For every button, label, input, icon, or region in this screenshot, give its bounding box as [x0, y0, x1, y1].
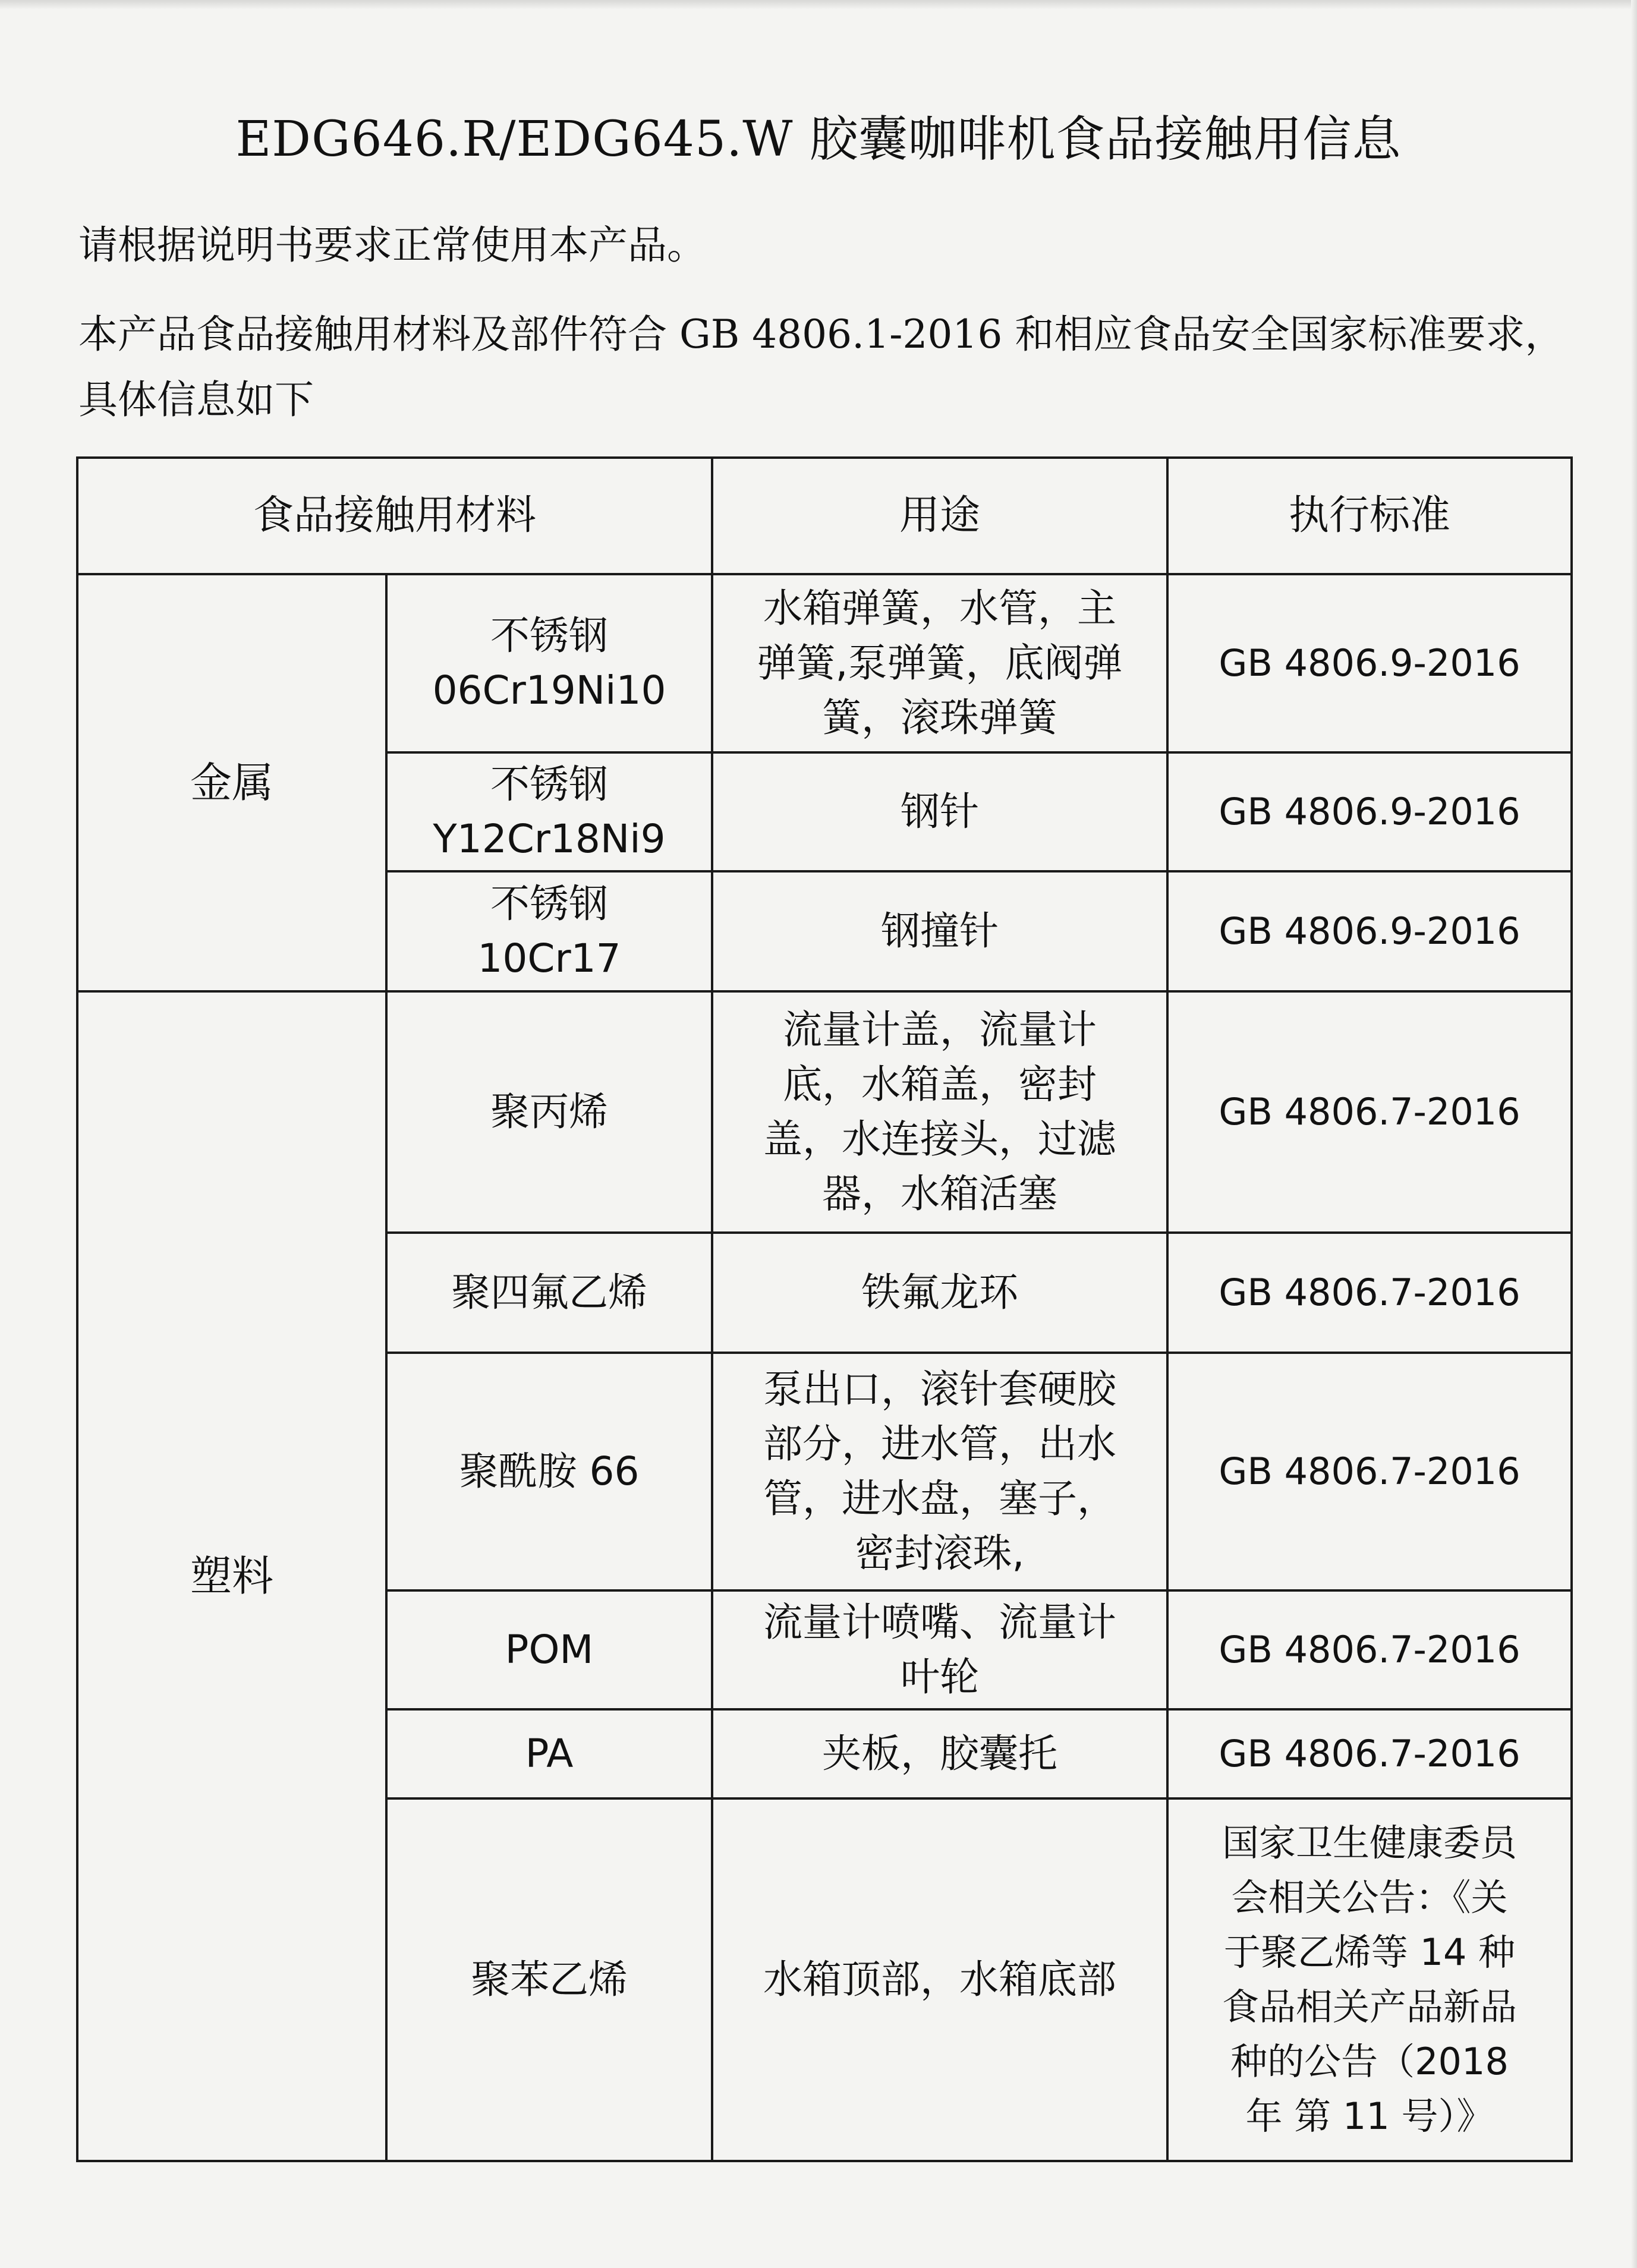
page-edge-shadow: [0, 0, 1637, 10]
standard-cell: GB 4806.7-2016: [1167, 1590, 1572, 1709]
standard-cell: GB 4806.7-2016: [1167, 1709, 1572, 1798]
standard-cell: GB 4806.9-2016: [1167, 871, 1572, 991]
material-cell: 聚四氟乙烯: [386, 1233, 712, 1353]
food-contact-table: [76, 456, 1573, 2162]
usage-cell: 泵出口，滚针套硬胶 部分，进水管，出水 管，进水盘，塞子， 密封滚珠,: [712, 1353, 1167, 1590]
usage-cell: 流量计盖，流量计 底，水箱盖，密封 盖，水连接头，过滤 器，水箱活塞: [712, 991, 1167, 1233]
category-plastic: 塑料: [77, 991, 386, 2161]
standard-cell: GB 4806.7-2016: [1167, 991, 1572, 1233]
usage-cell: 夹板，胶囊托: [712, 1709, 1167, 1798]
table-header-row: [77, 458, 1572, 574]
usage-cell: 水箱顶部，水箱底部: [712, 1798, 1167, 2161]
table-row: [77, 574, 1572, 752]
document-title: EDG646.R/EDG645.W 胶囊咖啡机食品接触用信息: [235, 111, 1402, 168]
table-row: [77, 991, 1572, 1233]
header-material: 食品接触用材料: [77, 458, 712, 574]
material-cell: 不锈钢 Y12Cr18Ni9: [386, 752, 712, 871]
intro-paragraph: 请根据说明书要求正常使用本产品。: [78, 222, 706, 268]
usage-cell: 钢撞针: [712, 871, 1167, 991]
header-usage: 用途: [712, 458, 1167, 574]
compliance-paragraph: 本产品食品接触用材料及部件符合 GB 4806.1-2016 和相应食品安全国家标准要求，具体信息如下: [78, 311, 1564, 423]
standard-cell: 国家卫生健康委员 会相关公告：《关 于聚乙烯等 14 种 食品相关产品新品 种的公告（2018 年 第 11 号）》: [1167, 1798, 1572, 2161]
usage-cell: 铁氟龙环: [712, 1233, 1167, 1353]
material-cell: 聚丙烯: [386, 991, 712, 1233]
usage-cell: 流量计喷嘴、流量计 叶轮: [712, 1590, 1167, 1709]
usage-cell: 钢针: [712, 752, 1167, 871]
material-cell: PA: [386, 1709, 712, 1798]
standard-cell: GB 4806.7-2016: [1167, 1353, 1572, 1590]
standard-cell: GB 4806.9-2016: [1167, 752, 1572, 871]
page-edge-shadow-right: [1631, 0, 1637, 2268]
material-cell: POM: [386, 1590, 712, 1709]
standard-cell: GB 4806.9-2016: [1167, 574, 1572, 752]
category-metal: 金属: [77, 574, 386, 991]
material-cell: 聚酰胺 66: [386, 1353, 712, 1590]
usage-cell: 水箱弹簧，水管，主 弹簧,泵弹簧，底阀弹 簧，滚珠弹簧: [712, 574, 1167, 752]
standard-cell: GB 4806.7-2016: [1167, 1233, 1572, 1353]
material-cell: 不锈钢 10Cr17: [386, 871, 712, 991]
header-standard: 执行标准: [1167, 458, 1572, 574]
material-cell: 聚苯乙烯: [386, 1798, 712, 2161]
material-cell: 不锈钢 06Cr19Ni10: [386, 574, 712, 752]
